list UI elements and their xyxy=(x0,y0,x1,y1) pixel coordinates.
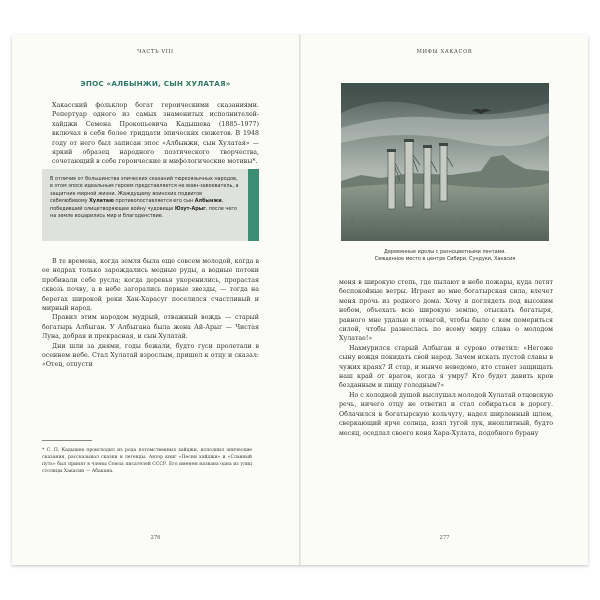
story-paragraph: Правил этим народом мудрый, отважный вождь — старый богатырь Албыган. У Албыгана была жена Ай-Арыг — Чистая Луна, добрая и прекрасная, и сын Хулатай. xyxy=(42,314,259,341)
photo-caption-line: Священное место в центре Сибири. Сундуки, Хакасия xyxy=(374,256,516,263)
intro-paragraph: Хакасский фольклор богат героическими сказаниями. Репертуар одного из самых знаменитых исполнителей-хайджи Семена Прокопьевича Кадышева (1885–1977) включал в себя более тридцати эпических сюжетов. В 1948 году от него был записан эпос «Албынжи, сын Хулатая» — яркий образец народного поэтического творчества, сочетающий в себе героические и мифологические мотивы*. xyxy=(52,102,259,166)
photo-caption-line: Деревянные идолы с разноцветными лентами. xyxy=(384,249,506,255)
running-head-left: ЧАСТЬ VIII xyxy=(137,49,174,55)
note-text: В отличие от большинства эпических сказаний тюркоязычных народов, в этом эпосе идеальным героем представляется не воин-завоеватель, а защитник мирной жизни. Жаждущему воинских подвигов себялюбивому xyxy=(50,176,239,205)
right-page xyxy=(301,35,588,565)
photo-caption xyxy=(341,249,549,264)
story-paragraph: Дни шли за днями, годы бежали, будто гуси пролетали в осеннем небе. Стал Хулатай взрослым, пришел к отцу и сказал: «Отец, отпусти xyxy=(42,342,259,369)
section-title: ЭПОС «АЛБЫНЖИ, СЫН ХУЛАТАЯ» xyxy=(80,79,231,88)
story-left xyxy=(42,257,259,370)
story-paragraph: Нахмурился старый Албыган и сурово ответил: «Негоже сыну вождя покидать свой народ. Зачем искать пустой славы в чужих краях? Я стар, и нынче неведомо, кто станет защищать наш край от врагов, когда я умру? Кто будет давить кров безданным и пищу голодным?» xyxy=(339,344,553,390)
page-number-right: 277 xyxy=(439,535,450,541)
steppe-photo xyxy=(341,83,549,241)
note-bold-name: Хулатаю xyxy=(89,198,114,205)
story-paragraph: меня в широкую степь, где пылают в небе пожары, куда летят беспокойные ветры. Играет во мне богатырская сила, влечет меня прочь из родного дома. Хочу я поглядеть под высоким небом, объехать всю широкую землю, отыскать богатыря, равного мне удалью и отвагой, чтобы было с кем помериться силой, чтобы разнеслась по всему миру слава о молодом Хулатае!» xyxy=(339,279,553,343)
story-paragraph: Но с холодной душой выслушал молодой Хулатай отцовскую речь, ничего отцу не ответил и стал собираться в дорогу. Облачился в богатырскую кольчугу, надел ширленный шлем, сверкающий ярче солнца, взял тугой лук, иноплитный, будто месяц, оседлал своего коня Хара-Хулата, подобного бурану xyxy=(339,391,553,437)
note-bold-name: Юзут-Арыг xyxy=(174,205,206,212)
page-number-left: 276 xyxy=(150,535,161,541)
note-text: , после чего на земле воцарились мир и благоденствие. xyxy=(50,205,237,220)
note-box xyxy=(42,169,248,241)
left-page xyxy=(12,35,299,565)
running-head-right: МИФЫ ХАКАСОВ xyxy=(416,49,473,55)
note-bold-name: Албынжи xyxy=(194,198,222,205)
note-text: противопоставляется его сын xyxy=(113,198,195,205)
decorative-green-bar xyxy=(248,169,259,241)
book-spread xyxy=(12,35,588,565)
story-right xyxy=(339,278,553,438)
story-paragraph: В те времена, когда земля была еще совсем молодой, когда в ее недрах только зарождались медные руды, а водные потоки пробивали себе русла; когда деревья укоренились, прорастая сквозь почву, а в небе загорались первые звезды, — тогда на берегах широкой реки Хан-Харасуг поселился счастливый и мирный народ. xyxy=(42,258,259,313)
footnote-rule xyxy=(42,440,92,441)
footnote: * С. П. Кадышев происходил из рода потомственных хайджи, исполнил эпические сказания, рассказывал сказки и легенды. Автор книг «Песни хайджи» и «Славный путь» был принят в члены Союза писателей СССР. Его именем названа одна из улиц столицы Хакасии — Абакана. xyxy=(42,448,252,474)
idols-photo-image xyxy=(341,83,549,241)
note-text: , победивший олицетворяющее войну чудовище xyxy=(50,198,224,212)
